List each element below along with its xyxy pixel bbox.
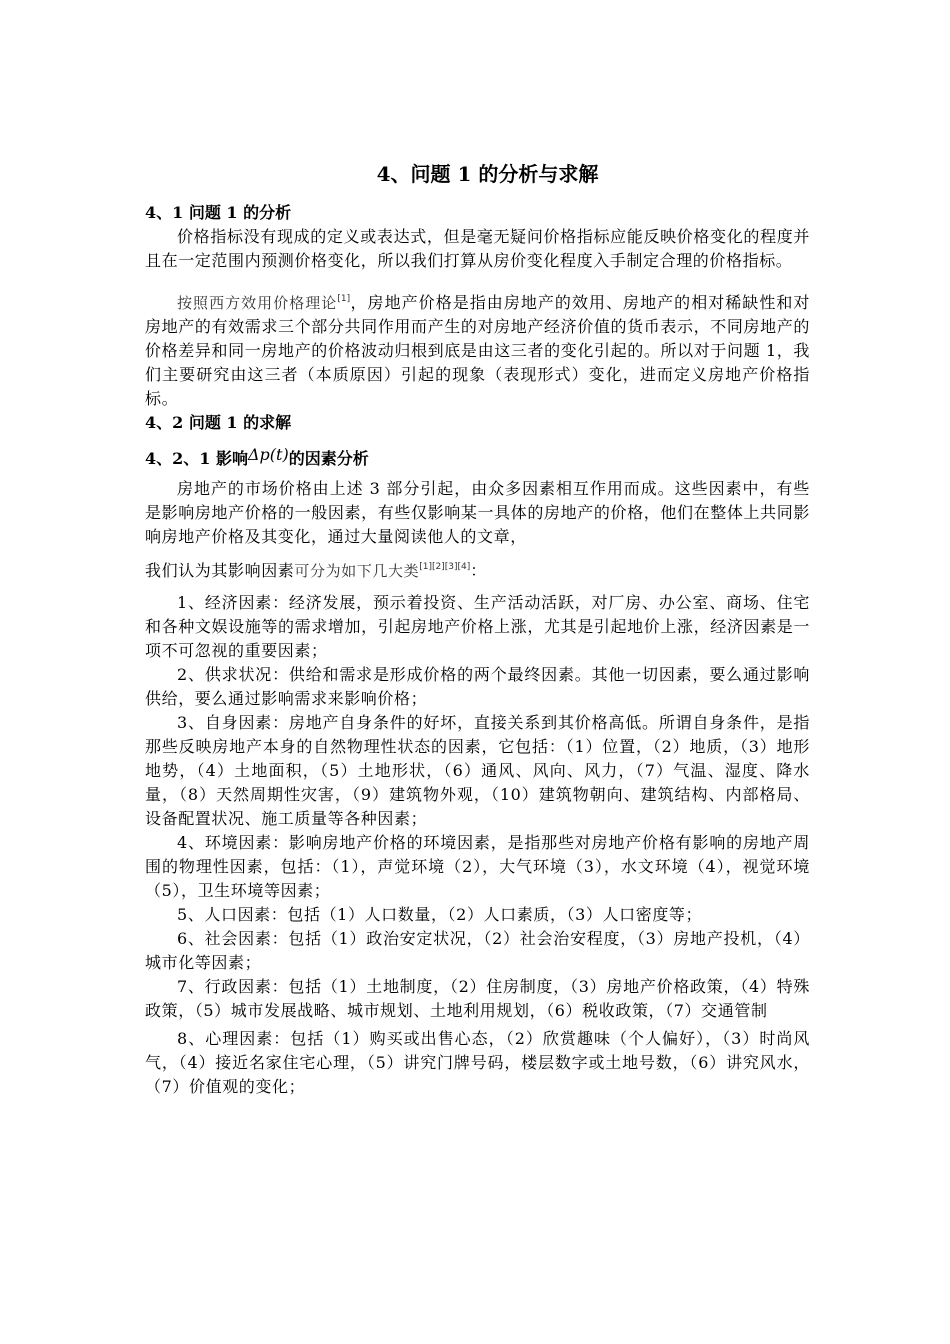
utility-theory-phrase: 按照西方效用价格理论 (177, 294, 338, 312)
utility-theory-text: ，房地产价格是指由房地产的效用、房地产的相对稀缺性和对房地产的有效需求三个部分共同作用而产生的对房地产经济价值的货币表示，不同房地产的价格差异和同一房地产的价格波动归根到底是由这三者的变化引起的。所以对于问题 1，我们主要研究由这三者（本质原因）引起的现象（表现形式）变化，进而定义房地产价格指标。 (145, 293, 810, 408)
list-item: 8、心理因素：包括（1）购买或出售心态，（2）欣赏趣味（个人偏好），（3）时尚风气，（4）接近名家住宅心理，（5）讲究门牌号码，楼层数字或土地号数，（6）讲究风水，（7）价值观的变化； (145, 1029, 810, 1096)
citation-1: [1] (337, 294, 351, 304)
list-item: 6、社会因素：包括（1）政治安定状况，（2）社会治安程度，（3）房地产投机，（4）城市化等因素； (145, 929, 810, 972)
list-item: 1、经济因素：经济发展，预示着投资、生产活动活跃，对厂房、办公室、商场、住宅和各种文娱设施等的需求增加，引起房地产价格上涨，尤其是引起地价上涨，经济因素是一项不可忽视的重要因素； (145, 593, 810, 660)
citation-1-4: [1][2][3][4] (419, 562, 471, 572)
lead-alt-phrase: 可分为如下几大类 (294, 562, 420, 580)
list-item: 5、人口因素：包括（1）人口数量，（2）人口素质，（3）人口密度等； (177, 905, 703, 924)
list-item: 4、环境因素：影响房地产价格的环境因素，是指那些对房地产价格有影响的房地产周围的物理性因素，包括：（1），声觉环境（2），大气环境（3），水文环境（4），视觉环境（5），卫生环境等因素； (145, 833, 810, 900)
document-body (145, 158, 810, 1099)
paragraph-factors-intro: 房地产的市场价格由上述 3 部分引起，由众多因素相互作用而成。这些因素中，有些是影响房地产价格的一般因素，有些仅影响某一具体的房地产的价格，他们在整体上共同影响房地产价格及其变化，通过大量阅读他人的文章， (145, 479, 810, 546)
section-heading-4-2-1 (145, 443, 810, 471)
delta-p-formula: Δp(t) (247, 445, 289, 464)
factor-list (145, 591, 810, 1099)
section-heading-4-2: 4、2 问题 1 的求解 (145, 413, 292, 432)
heading-suffix: 的因素分析 (288, 449, 369, 468)
page-title: 4、问题 1 的分析与求解 (376, 162, 599, 186)
paragraph-factors-lead (145, 555, 810, 583)
paragraph-analysis: 价格指标没有现成的定义或表达式，但是毫无疑问价格指标应能反映价格变化的程度并且在一定范围内预测价格变化，所以我们打算从房价变化程度入手制定合理的价格指标。 (145, 227, 810, 270)
heading-prefix: 4、2、1 影响 (145, 449, 248, 468)
paragraph-utility-theory (145, 287, 810, 411)
list-item: 7、行政因素：包括（1）土地制度，（2）住房制度，（3）房地产价格政策，（4）特殊政策，（5）城市发展战略、城市规划、土地利用规划，（6）税收政策，（7）交通管制 (145, 977, 810, 1020)
section-heading-4-1: 4、1 问题 1 的分析 (145, 203, 292, 222)
list-item: 2、供求状况：供给和需求是形成价格的两个最终因素。其他一切因素，要么通过影响供给，要么通过影响需求来影响价格； (145, 665, 810, 708)
list-item: 3、自身因素：房地产自身条件的好坏，直接关系到其价格高低。所谓自身条件，是指那些反映房地产本身的自然物理性状态的因素，它包括：（1）位置，（2）地质，（3）地形地势，（4）土地面积，（5）土地形状，（6）通风、风向、风力，（7）气温、湿度、降水量，（8）天然周期性灾害，（9）建筑物外观，（10）建筑物朝向、建筑结构、内部格局、设备配置状况、施工质量等各种因素； (145, 713, 810, 828)
lead-colon: ： (470, 561, 487, 580)
lead-text: 我们认为其影响因素 (145, 561, 295, 580)
